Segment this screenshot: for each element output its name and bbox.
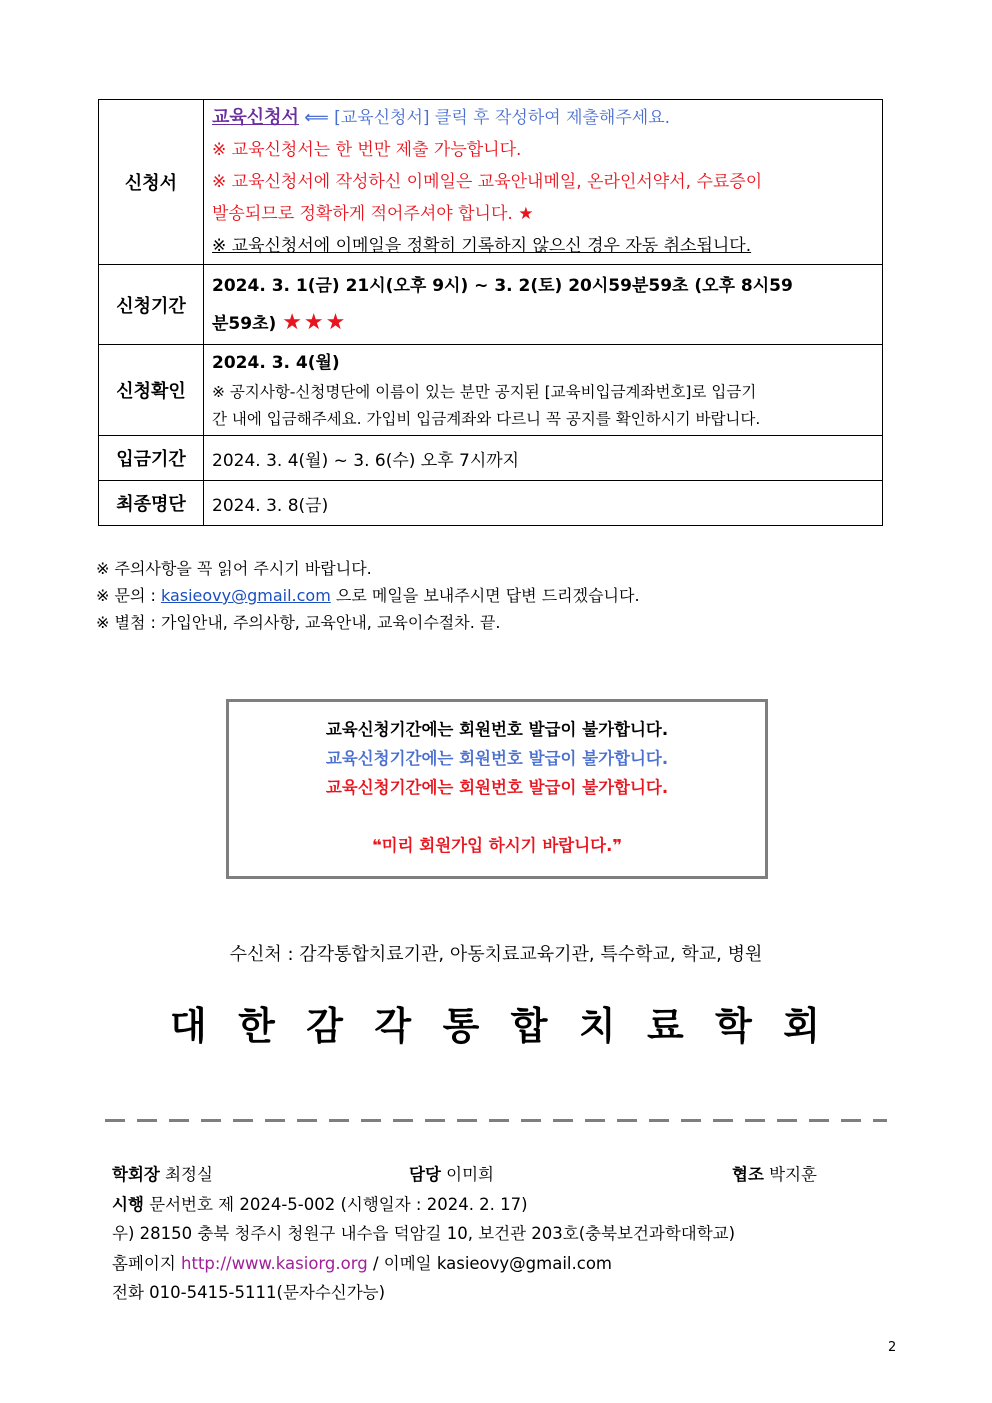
note-email-line1: ※ 교육신청서에 작성하신 이메일은 교육안내메일, 온라인서약서, 수료증이 [212, 172, 763, 192]
period-line2: 분59초) [212, 314, 277, 334]
contact-suffix: 으로 메일을 보내주시면 답변 드리겠습니다. [330, 586, 640, 605]
org-char: 합 [510, 1004, 548, 1048]
note-read-caution: ※ 주의사항을 꼭 읽어 주시기 바랍니다. [96, 559, 372, 578]
table-row-confirm [99, 345, 883, 436]
notice-box [226, 699, 768, 879]
notice-closing: ❝미리 회원가입 하시기 바랍니다.❞ [371, 836, 623, 855]
president-label: 학회장 [112, 1165, 160, 1184]
row-label: 최종명단 [99, 481, 204, 526]
confirm-note-line1: ※ 공지사항-신청명단에 이름이 있는 분만 공지된 [교육비입금계좌번호]로 입금기 [212, 383, 757, 401]
row-value [204, 265, 883, 345]
org-char: 각 [374, 1004, 412, 1048]
notes-section [96, 555, 640, 636]
footer-issue [112, 1190, 892, 1220]
manager-name: 이미희 [446, 1165, 494, 1184]
homepage-label: 홈페이지 [112, 1253, 182, 1273]
coop-label: 협조 [732, 1165, 764, 1184]
footer-phone: 전화 010-5415-5111(문자수신가능) [112, 1283, 386, 1302]
email-label: / 이메일 [367, 1253, 437, 1273]
row-value [204, 100, 883, 265]
row-label: 신청확인 [99, 345, 204, 436]
schedule-table [98, 99, 883, 526]
note-once-only: ※ 교육신청서는 한 번만 제출 가능합니다. [212, 140, 522, 160]
row-value [204, 345, 883, 436]
coop-name: 박지훈 [769, 1165, 817, 1184]
table-row-final [99, 481, 883, 526]
note-attachments: ※ 별첨 : 가입안내, 주의사항, 교육안내, 교육이수절차. 끝. [96, 613, 501, 632]
confirm-date: 2024. 3. 4(월) [212, 353, 340, 373]
contact-prefix: ※ 문의 : [96, 586, 161, 605]
issue-text: 문서번호 제 2024-5-002 (시행일자 : 2024. 2. 17) [149, 1194, 528, 1214]
period-line1: 2024. 3. 1(금) 21시(오후 9시) ~ 3. 2(토) 20시59분59초 (오후 8시59 [212, 276, 793, 296]
note-contact [96, 582, 640, 609]
org-char: 대 [170, 1004, 207, 1048]
homepage-link[interactable]: http://www.kasiorg.org [181, 1253, 368, 1273]
dashed-divider [105, 1119, 887, 1122]
row-value: 2024. 3. 4(월) ~ 3. 6(수) 오후 7시까지 [204, 436, 883, 481]
org-char: 한 [238, 1004, 275, 1048]
org-char: 치 [578, 1004, 616, 1048]
row-label: 신청서 [99, 100, 204, 265]
notice-line-blue: 교육신청기간에는 회원번호 발급이 불가합니다. [325, 749, 669, 768]
confirm-note-line2: 간 내에 입금해주세요. 가입비 입금계좌와 다르니 꼭 공지를 확인하시기 바랍니다. [212, 410, 761, 428]
footer-contact [112, 1249, 892, 1279]
org-char: 료 [646, 1004, 684, 1048]
footer-email: kasieovy@gmail.com [436, 1253, 612, 1273]
arrow-left-icon: ⟸ [304, 108, 329, 128]
issue-label: 시행 [112, 1194, 144, 1214]
footer-address: 우) 28150 충북 청주시 청원구 내수읍 덕암길 10, 보건관 203호(충북보건과학대학교) [112, 1224, 736, 1243]
application-instruction: [교육신청서] 클릭 후 작성하여 제출해주세요. [334, 108, 671, 128]
org-char: 회 [783, 1004, 820, 1048]
note-auto-cancel: ※ 교육신청서에 이메일을 정확히 기록하지 않으신 경우 자동 취소됩니다. [212, 236, 752, 256]
org-char: 학 [715, 1004, 752, 1048]
table-row-period [99, 265, 883, 345]
notice-line-black: 교육신청기간에는 회원번호 발급이 불가합니다. [325, 720, 669, 739]
row-label: 신청기간 [99, 265, 204, 345]
organization-name [170, 995, 820, 1050]
table-row-application [99, 100, 883, 265]
contact-email-link[interactable]: kasieovy@gmail.com [160, 586, 331, 605]
org-char: 통 [442, 1004, 480, 1048]
application-form-link[interactable]: 교육신청서 [212, 107, 299, 128]
page-number: 2 [888, 1340, 897, 1355]
star-icons: ★★★ [282, 310, 348, 335]
manager-label: 담당 [409, 1165, 441, 1184]
footer [112, 1160, 892, 1308]
president-name: 최정실 [165, 1165, 213, 1184]
notice-line-red: 교육신청기간에는 회원번호 발급이 불가합니다. [325, 778, 669, 797]
footer-signers [112, 1160, 892, 1190]
note-email-line2: 발송되므로 정확하게 적어주셔야 합니다. ★ [212, 204, 534, 224]
table-row-deposit [99, 436, 883, 481]
row-value: 2024. 3. 8(금) [204, 481, 883, 526]
org-char: 감 [306, 1004, 343, 1048]
row-label: 입금기간 [99, 436, 204, 481]
recipients: 수신처 : 감각통합치료기관, 아동치료교육기관, 특수학교, 학교, 병원 [229, 944, 763, 965]
